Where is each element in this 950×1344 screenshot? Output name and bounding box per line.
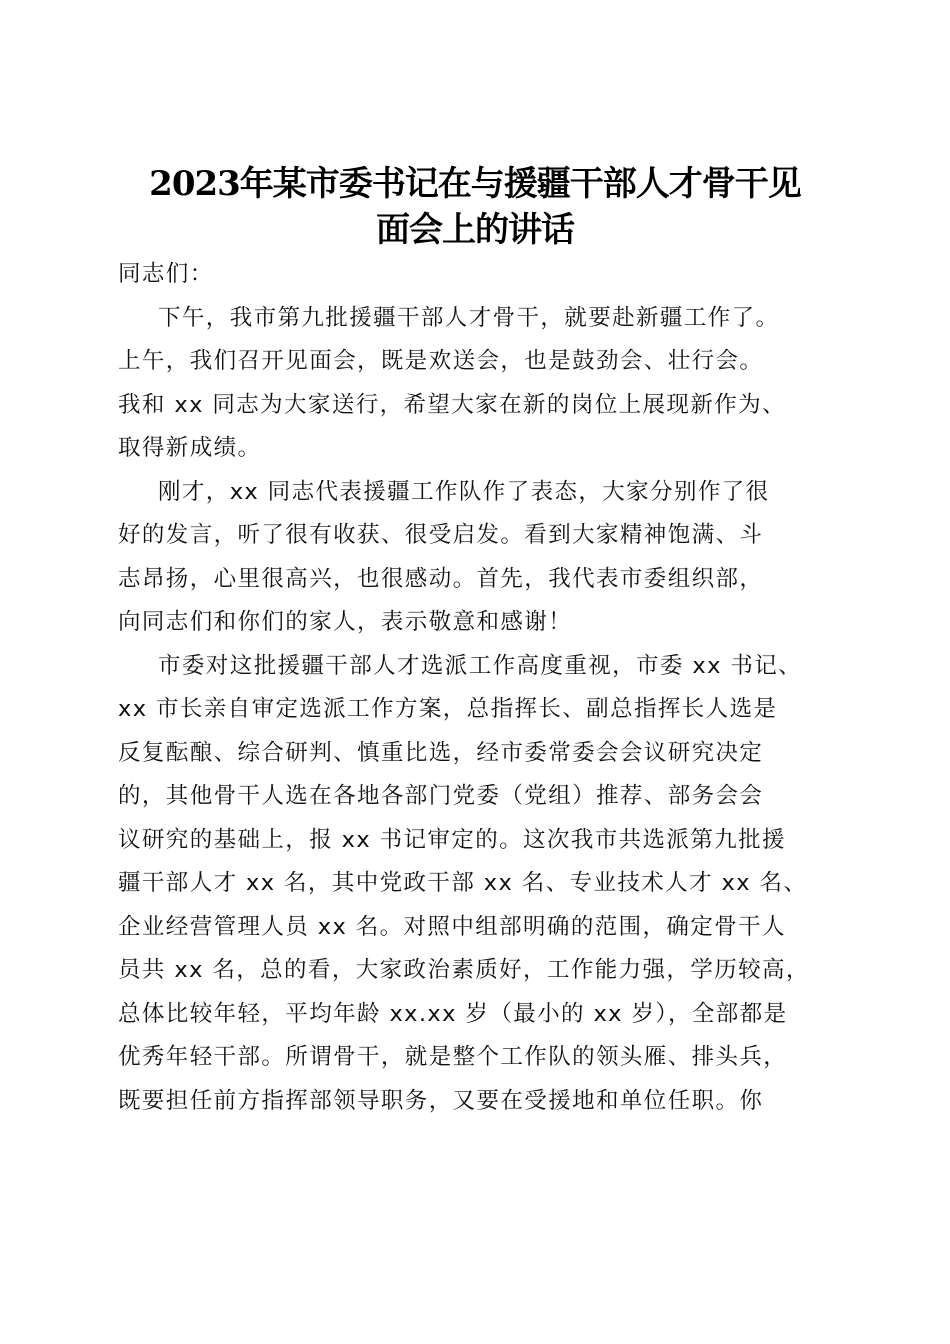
paragraph-line: 向同志们和你们的家人，表示敬意和感谢！: [118, 609, 573, 635]
paragraph-line: 的，其他骨干人选在各地各部门党委（党组）推荐、部务会会: [118, 783, 764, 809]
title-line-1: 2023年某市委书记在与援疆干部人才骨干见: [149, 163, 801, 204]
paragraph-line: 总体比较年轻，平均年龄 xx.xx 岁（最小的 xx 岁），全部都是: [118, 1000, 788, 1027]
document-title: [0, 161, 950, 253]
title-line-2: 面会上的讲话: [376, 209, 574, 250]
paragraph-line: 疆干部人才 xx 名，其中党政干部 xx 名、专业技术人才 xx 名、: [118, 870, 808, 896]
paragraph-line: 好的发言，听了很有收获、很受启发。看到大家精神饱满、斗: [118, 522, 764, 548]
paragraph-line: 志昂扬，心里很高兴，也很感动。首先，我代表市委组织部，: [118, 565, 764, 592]
paragraph-line: 员共 xx 名，总的看，大家政治素质好，工作能力强，学历较高，: [118, 957, 810, 983]
paragraph-line: 既要担任前方指挥部领导职务，又要在受援地和单位任职。你: [118, 1087, 764, 1114]
paragraph-line: 上午，我们召开见面会，既是欢送会，也是鼓劲会、壮行会。: [118, 348, 764, 374]
paragraph-line: 反复酝酿、综合研判、慎重比选，经市委常委会会议研究决定: [118, 739, 764, 766]
paragraph-2: [118, 471, 848, 645]
document-body: [118, 253, 848, 1123]
paragraph-line: 刚才，xx 同志代表援疆工作队作了表态，大家分别作了很: [158, 478, 770, 505]
paragraph-line: 取得新成绩。: [118, 435, 262, 461]
paragraph-line: xx 市长亲自审定选派工作方案，总指挥长、副总指挥长人选是: [118, 696, 778, 722]
paragraph-line: 下午，我市第九批援疆干部人才骨干，就要赴新疆工作了。: [158, 304, 780, 331]
paragraph-line: 市委对这批援疆干部人才选派工作高度重视，市委 xx 书记、: [158, 652, 803, 679]
paragraph-3: [118, 645, 848, 1124]
paragraph-line: 我和 xx 同志为大家送行，希望大家在新的岗位上展现新作为、: [118, 391, 786, 418]
paragraph-line: 优秀年轻干部。所谓骨干，就是整个工作队的领头雁、排头兵，: [118, 1044, 788, 1070]
paragraph-1: [118, 297, 848, 471]
paragraph-line: 企业经营管理人员 xx 名。对照中组部明确的范围，确定骨干人: [118, 913, 786, 940]
paragraph-line: 议研究的基础上，报 xx 书记审定的。这次我市共选派第九批援: [118, 826, 786, 853]
salutation: 同志们：: [118, 261, 214, 287]
